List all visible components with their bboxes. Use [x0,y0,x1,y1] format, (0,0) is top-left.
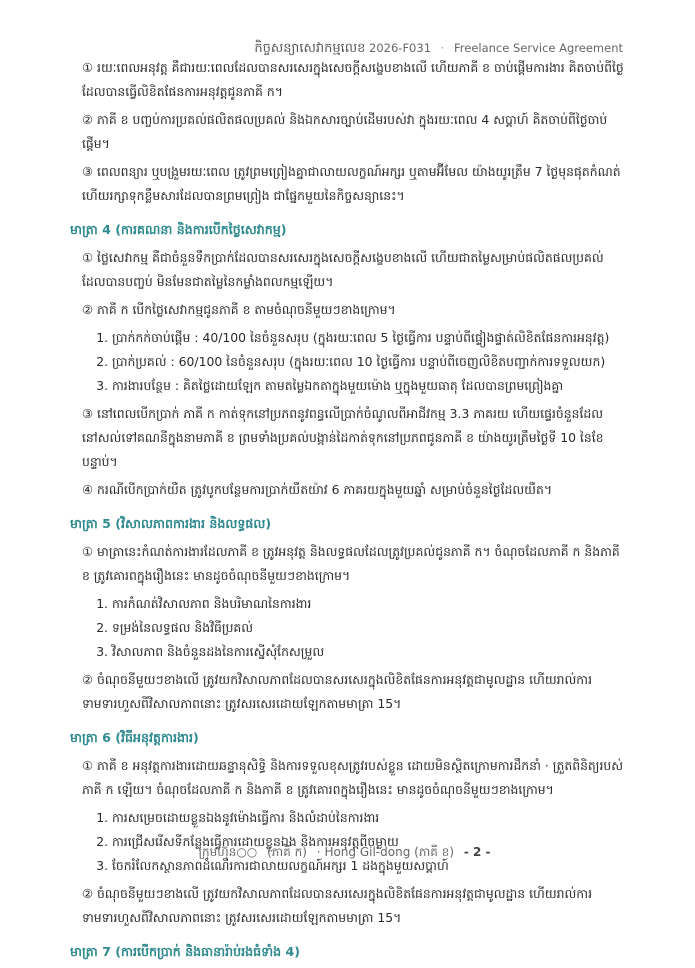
article-heading [70,512,625,536]
article-title: (វិសាលភាពការងារ និងលទ្ធផល) [115,516,272,531]
footer-separator: · [316,845,321,859]
document-body [70,56,625,968]
article-4 [70,218,625,502]
paragraph: ④ ករណីបើកប្រាក់យឺត ត្រូវបូកបន្ថែមការប្រាក់យឺតយ៉ាវ 6 ភាគរយក្នុងមួយឆ្នាំ សម្រាប់ចំនួនថ្ងៃដែលយឺត។ [82,482,552,497]
paragraph: ② ចំណុចនីមួយៗខាងលើ ត្រូវយកវិសាលភាពដែលបានសរសេរក្នុងលិខិតផែនការអនុវត្តជាមូលដ្ឋាន ហើយរាល់ការទាមទារហួសពីវិសាលភាពនោះ ត្រូវសរសេរដោយឡែកតាមមាត្រា 15។ [82,672,593,711]
paragraph: ② ភាគី ខ បញ្ចប់ការប្រគល់ផលិតផលប្រគល់ និងឯកសារច្បាប់ដើមរបស់វា ក្នុងរយៈពេល 4 សប្តាហ៍ គិតចាប់ពីថ្ងៃចាប់ផ្តើម។ [82,112,608,151]
list-item: 3. វិសាលភាព និងចំនួនដងនៃការស្នើសុំកែសម្រួល [112,640,625,664]
paragraph: ① ថ្លៃសេវាកម្ម គឺជាចំនួនទឹកប្រាក់ដែលបានសរសេរក្នុងសេចក្តីសង្ខេបខាងលើ ហើយជាតម្លៃសម្រាប់ផលិតផលប្រគល់ដែលបានបញ្ចប់ មិនមែនជាតម្លៃនៃកម្លាំងពលកម្មឡើយ។ [82,250,604,289]
article-number: មាត្រា 4 [70,222,111,237]
paragraph: ① ភាគី ខ អនុវត្តការងារដោយឆន្ទានុសិទ្ធិ និងការទទួលខុសត្រូវរបស់ខ្លួន ដោយមិនស្ថិតក្រោមការដឹកនាំ · ត្រួតពិនិត្យរបស់ភាគី ក ឡើយ។ ចំណុចដែលភាគី ក និងភាគី ខ ត្រូវគោរពក្នុងរឿងនេះ មានដូចចំណុចនីមួយៗខាងក្រោម។ [82,758,624,797]
page-number: - 2 - [463,845,491,859]
contract-title-km: កិច្ចសន្យាសេវាកម្មលេខ [254,41,366,56]
article-7 [70,940,625,964]
list-item: 2. ទម្រង់នៃលទ្ធផល និងវិធីប្រគល់ [112,616,625,640]
party-a-label: (ភាគី ក) [267,845,307,859]
document-number: 2026-F031 [369,41,432,55]
list-item: 3. ការងារបន្ថែម : គិតថ្លៃដោយឡែក តាមតម្លៃឯកតាក្នុងមួយម៉ោង ឬក្នុងមួយធាតុ ដែលបានព្រមព្រៀងគ្នា [112,374,625,398]
paragraph: ② ភាគី ក បើកថ្លៃសេវាកម្មជូនភាគី ខ តាមចំណុចនីមួយៗខាងក្រោម។ [82,302,396,317]
article-heading [70,218,625,242]
article-5 [70,512,625,716]
article-6 [70,726,625,930]
article-number: មាត្រា 6 [70,730,111,745]
article-title: (ការបើកប្រាក់ និងធានារ៉ាប់រងធំទាំង 4) [115,944,300,959]
numbered-list [70,326,625,398]
article-heading [70,726,625,750]
page-footer [0,844,695,862]
list-item: 1. ការសម្រេចដោយខ្លួនឯងនូវម៉ោងធ្វើការ និងលំដាប់នៃការងារ [112,806,625,830]
article-title: (ការគណនា និងការបើកថ្លៃសេវាកម្ម) [115,222,287,237]
intro-section [70,56,625,208]
paragraph: ③ នៅពេលបើកប្រាក់ ភាគី ក កាត់ទុកនៅប្រភពនូវពន្ធលើប្រាក់ចំណូលពីអាជីវកម្ម 3.3 ភាគរយ ហើយផ្ទេរចំនួនដែលនៅសល់ទៅគណនីក្នុងនាមភាគី ខ ព្រមទាំងប្រគល់បង្កាន់ដៃកាត់ទុកនៅប្រភពជូនភាគី ខ យ៉ាងយូរត្រឹមថ្ងៃទី 10 នៃខែបន្ទាប់។ [82,406,604,469]
numbered-list [70,806,625,878]
list-item: 2. ការជ្រើសរើសទីកន្លែងធ្វើការដោយខ្លួនឯង និងការអនុវត្តពីចម្ងាយ [112,830,625,854]
paragraph: ① មាត្រានេះកំណត់ការងារដែលភាគី ខ ត្រូវអនុវត្ត និងលទ្ធផលដែលត្រូវប្រគល់ជូនភាគី ក។ ចំណុចដែលភាគី ក និងភាគី ខ ត្រូវគោរពក្នុងរឿងនេះ មានដូចចំណុចនីមួយៗខាងក្រោម។ [82,544,620,583]
article-number: មាត្រា 7 [70,944,111,959]
numbered-list [70,592,625,664]
party-b-label: (ភាគី ខ) [414,845,454,859]
article-number: មាត្រា 5 [70,516,111,531]
paragraph: ① រយៈពេលអនុវត្ត គឺជារយៈពេលដែលបានសរសេរក្នុងសេចក្តីសង្ខេបខាងលើ ហើយភាគី ខ ចាប់ផ្តើមការងារ គិតចាប់ពីថ្ងៃដែលបានធ្វើលិខិតផែនការអនុវត្តជូនភាគី ក។ [82,60,624,99]
person-name: Hong Gil-dong [324,845,411,859]
list-item: 2. ប្រាក់ប្រគល់ : 60/100 នៃចំនួនសរុប (ក្នុងរយៈពេល 10 ថ្ងៃធ្វើការ បន្ទាប់ពីចេញលិខិតបញ្ជាក់ការទទួលយក) [112,350,625,374]
paragraph: ③ ពេលពន្យារ ឬបង្រួមរយៈពេល ត្រូវព្រមព្រៀងគ្នាជាលាយលក្ខណ៍អក្សរ ឬតាមអ៊ីមែល យ៉ាងយូរត្រឹម 7 ថ្ងៃមុនផុតកំណត់ ហើយរក្សាទុកខ្លឹមសារដែលបានព្រមព្រៀង ជាផ្នែកមួយនៃកិច្ចសន្យានេះ។ [82,164,621,203]
paragraph: ② ចំណុចនីមួយៗខាងលើ ត្រូវយកវិសាលភាពដែលបានសរសេរក្នុងលិខិតផែនការអនុវត្តជាមូលដ្ឋាន ហើយរាល់ការទាមទារហួសពីវិសាលភាពនោះ ត្រូវសរសេរដោយឡែកតាមមាត្រា 15។ [82,886,593,925]
header-separator: · [440,41,445,55]
contract-title-en: Freelance Service Agreement [453,41,623,55]
company-name: ក្រុមហ៊ុន○○ [198,845,258,859]
list-item: 3. ចែករំលែកស្ថានភាពដំណើរការជាលាយលក្ខណ៍អក្សរ 1 ដងក្នុងមួយសប្តាហ៍ [112,854,625,878]
article-heading [70,940,625,964]
list-item: 1. ប្រាក់កក់ចាប់ផ្តើម : 40/100 នៃចំនួនសរុប (ក្នុងរយៈពេល 5 ថ្ងៃធ្វើការ បន្ទាប់ពីផ្ទៀងផ្ទាត់លិខិតផែនការអនុវត្ត) [112,326,625,350]
list-item: 1. ការកំណត់វិសាលភាព និងបរិមាណនៃការងារ [112,592,625,616]
article-title: (វិធីអនុវត្តការងារ) [115,730,199,745]
